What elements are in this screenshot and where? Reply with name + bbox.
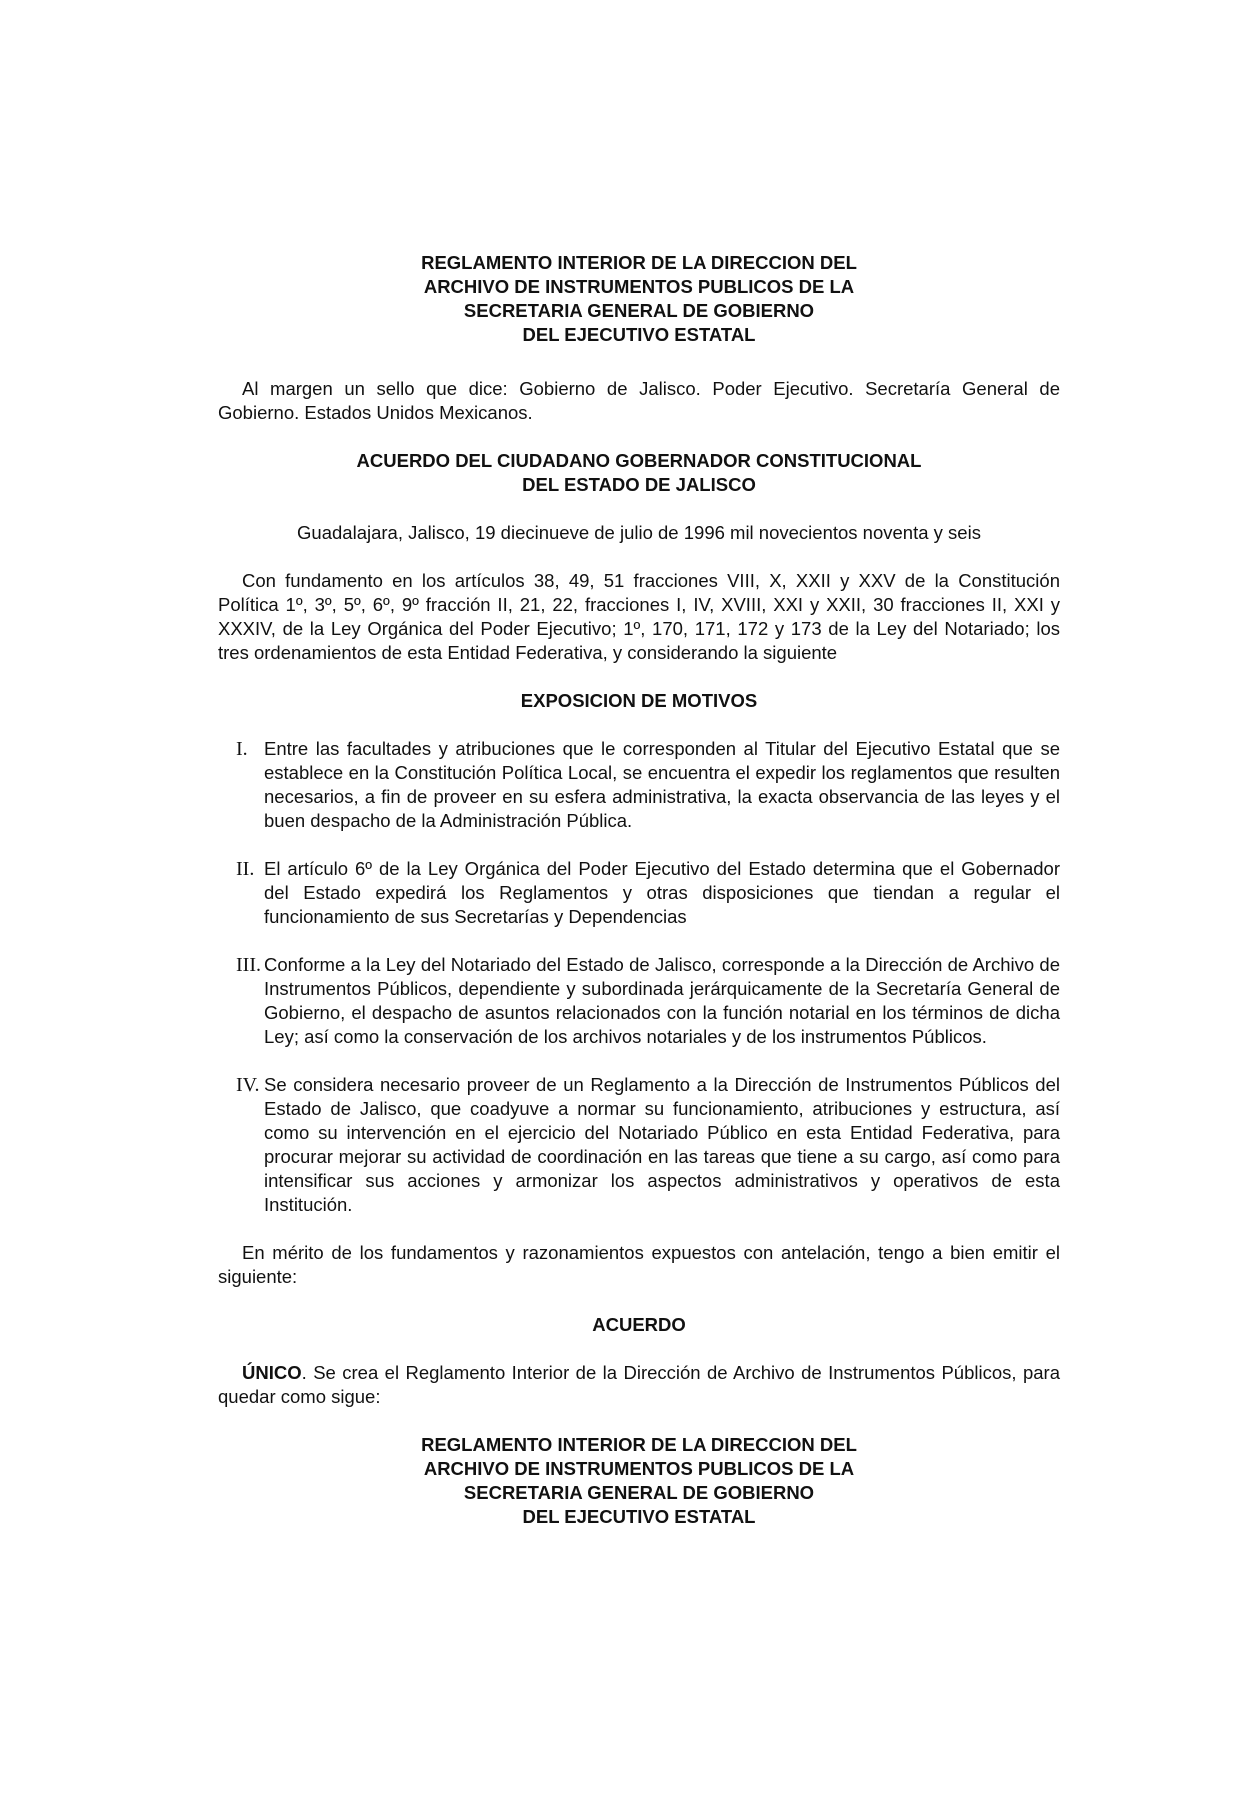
motives-list <box>218 737 1060 1217</box>
agreement-heading-line-1: ACUERDO DEL CIUDADANO GOBERNADOR CONSTITUCIONAL <box>356 450 922 471</box>
unico-paragraph <box>218 1361 1060 1409</box>
motives-heading: EXPOSICION DE MOTIVOS <box>520 690 758 711</box>
agreement-heading-line-2: DEL ESTADO DE JALISCO <box>522 474 756 495</box>
title-line-1: REGLAMENTO INTERIOR DE LA DIRECCION DEL <box>421 252 857 273</box>
document-title <box>218 251 1060 347</box>
motive-number: I. <box>236 738 248 760</box>
document-content <box>218 251 1060 1529</box>
motive-text: Entre las facultades y atribuciones que le corresponden al Titular del Ejecutivo Estatal que se establece en la Constitución Política Local, se encuentra el expedir los reglamentos que resulten necesarios, a fin de proveer en su esfera administrativa, la exacta observancia de las leyes y el buen despacho de la Administración Pública. <box>264 738 1060 831</box>
motive-item <box>218 857 1060 929</box>
title-line-4: DEL EJECUTIVO ESTATAL <box>522 324 756 345</box>
unico-text: . Se crea el Reglamento Interior de la Dirección de Archivo de Instrumentos Públicos, para quedar como sigue: <box>218 1362 1060 1407</box>
motive-number: IV. <box>236 1074 260 1096</box>
motive-number: II. <box>236 858 255 880</box>
agreement-label: ACUERDO <box>592 1314 686 1335</box>
closing-title <box>218 1433 1060 1529</box>
closing-title-line-4: DEL EJECUTIVO ESTATAL <box>522 1506 756 1527</box>
seal-note: Al margen un sello que dice: Gobierno de Jalisco. Poder Ejecutivo. Secretaría General de Gobierno. Estados Unidos Mexicanos. <box>218 378 1060 423</box>
motive-text: Conforme a la Ley del Notariado del Estado de Jalisco, corresponde a la Dirección de Archivo de Instrumentos Públicos, dependiente y subordinada jerárquicamente de la Secretaría General de Gobierno, el despacho de asuntos relacionados con la función notarial en los términos de dicha Ley; así como la conservación de los archivos notariales y de los instrumentos Públicos. <box>264 954 1060 1047</box>
motive-number: III. <box>236 954 261 976</box>
unico-label: ÚNICO <box>242 1362 302 1383</box>
place-date: Guadalajara, Jalisco, 19 diecinueve de julio de 1996 mil novecientos noventa y seis <box>297 522 981 543</box>
motive-text: Se considera necesario proveer de un Reglamento a la Dirección de Instrumentos Públicos del Estado de Jalisco, que coadyuve a normar su funcionamiento, atribuciones y estructura, así como su intervención en el ejercicio del Notariado Público en esta Entidad Federativa, para procurar mejorar su actividad de coordinación en las tareas que tiene a su cargo, así como para intensificar sus acciones y armonizar los aspectos administrativos y operativos de esta Institución. <box>264 1074 1060 1215</box>
foundation-paragraph: Con fundamento en los artículos 38, 49, 51 fracciones VIII, X, XXII y XXV de la Constitución Política 1º, 3º, 5º, 6º, 9º fracción II, 21, 22, fracciones I, IV, XVIII, XXI y XXII, 30 fracciones II, XXI y XXXIV, de la Ley Orgánica del Poder Ejecutivo; 1º, 170, 171, 172 y 173 de la Ley del Notariado; los tres ordenamientos de esta Entidad Federativa, y considerando la siguiente <box>218 570 1060 663</box>
motive-item <box>218 737 1060 833</box>
title-line-3: SECRETARIA GENERAL DE GOBIERNO <box>463 300 815 321</box>
closing-title-line-2: ARCHIVO DE INSTRUMENTOS PUBLICOS DE LA <box>423 1458 855 1479</box>
title-line-2: ARCHIVO DE INSTRUMENTOS PUBLICOS DE LA <box>423 276 855 297</box>
closing-title-line-1: REGLAMENTO INTERIOR DE LA DIRECCION DEL <box>421 1434 857 1455</box>
motive-item <box>218 953 1060 1049</box>
closing-title-line-3: SECRETARIA GENERAL DE GOBIERNO <box>463 1482 815 1503</box>
merit-paragraph: En mérito de los fundamentos y razonamientos expuestos con antelación, tengo a bien emitir el siguiente: <box>218 1242 1060 1287</box>
motive-text: El artículo 6º de la Ley Orgánica del Poder Ejecutivo del Estado determina que el Gobernador del Estado expedirá los Reglamentos y otras disposiciones que tiendan a regular el funcionamiento de sus Secretarías y Dependencias <box>264 858 1060 927</box>
agreement-heading <box>218 449 1060 497</box>
motive-item <box>218 1073 1060 1217</box>
